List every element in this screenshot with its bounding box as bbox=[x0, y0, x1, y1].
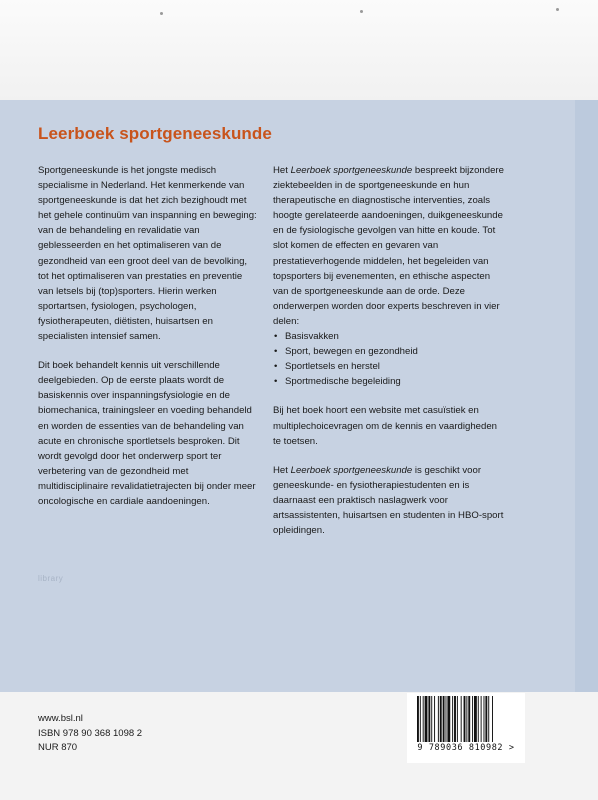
right-column bbox=[273, 163, 505, 552]
book-title-italic: Leerboek sportgeneeskunde bbox=[290, 165, 413, 176]
isbn-number: ISBN 978 90 368 1098 2 bbox=[38, 727, 143, 739]
parts-list bbox=[273, 329, 505, 389]
barcode-bar bbox=[472, 696, 473, 742]
right-paragraph-3 bbox=[273, 463, 505, 538]
left-column bbox=[38, 163, 260, 523]
right-paragraph-1 bbox=[273, 163, 505, 329]
p3-lead-text: Het bbox=[273, 464, 291, 476]
nur-code: NUR 870 bbox=[38, 742, 78, 753]
list-item: • Basisvakken bbox=[273, 329, 505, 344]
list-item: • Sportmedische begeleiding bbox=[273, 374, 505, 389]
p1-lead-text: Het bbox=[273, 165, 291, 176]
publisher-website: www.bsl.nl bbox=[38, 713, 83, 724]
barcode-bar bbox=[485, 696, 487, 742]
panel-edge-strip bbox=[575, 100, 598, 692]
barcode-bar bbox=[438, 696, 439, 742]
publication-info bbox=[38, 712, 142, 756]
barcode-bar bbox=[492, 696, 493, 742]
barcode-bar bbox=[447, 696, 450, 742]
barcode-digits: 9 789036 810982 > bbox=[417, 743, 515, 753]
book-title: Leerboek sportgeneeskunde bbox=[38, 124, 272, 143]
barcode-bar bbox=[474, 696, 477, 742]
barcode-bar bbox=[420, 696, 421, 742]
barcode-bar bbox=[431, 696, 432, 742]
barcode-bar bbox=[457, 696, 458, 742]
right-paragraph-2: Bij het boek hoort een website met casuïstiek en multiplechoicevragen om de kennis en vaardigheden te toetsen. bbox=[273, 405, 497, 447]
p3-rest-text: is geschikt voor geneeskunde- en fysiotherapiestudenten en is daarnaast een praktisch naslagwerk voor artsassistenten, huisartsen en studenten in HBO-sport opleidingen. bbox=[273, 464, 504, 537]
barcode bbox=[407, 693, 525, 763]
barcode-bar bbox=[425, 696, 428, 742]
left-paragraph-2: Dit boek behandelt kennis uit verschillende deelgebieden. Op de eerste plaats wordt de basiskennis over inspanningsfysiologie en de biomechanica, trainingsleer en voeding behandeld en worden de essenties van de behandeling van acute en chronische sportletsels besproken. Dit wordt gevolgd door het onderwerp sport ter verbetering van de gezondheid met multidisciplinaire revalidatietrajecten bij onder meer oncologische en cardiale aandoeningen. bbox=[38, 360, 256, 507]
barcode-bar bbox=[417, 696, 419, 742]
book-title-italic: Leerboek sportgeneeskunde bbox=[290, 464, 413, 476]
barcode-bar bbox=[484, 696, 485, 742]
barcode-bar bbox=[468, 696, 470, 742]
barcode-bars bbox=[415, 696, 517, 742]
library-watermark: library bbox=[38, 574, 64, 583]
dust-speck bbox=[360, 10, 363, 13]
barcode-bar bbox=[461, 696, 462, 742]
barcode-bar bbox=[454, 696, 456, 742]
top-band bbox=[0, 0, 598, 100]
barcode-bar bbox=[446, 696, 447, 742]
barcode-bar bbox=[466, 696, 467, 742]
barcode-bar bbox=[481, 696, 482, 742]
list-item: • Sport, bewegen en gezondheid bbox=[273, 344, 505, 359]
barcode-bar bbox=[423, 696, 424, 742]
barcode-bar bbox=[428, 696, 430, 742]
p1-rest-text: bespreekt bijzondere ziektebeelden in de sportgeneeskunde en hun therapeutische en diagnostische interventies, zoals hoogte gerelateerde aandoeningen, duikgeneeskunde en de fysiologische gevolgen van hitte en koude. Tot slot komen de effecten en gevaren van prestatieverhogende middelen, het begeleiden van topsporters bij evenementen, en ethische aspecten van de sportgeneeskunde aan de orde. Deze onderwerpen worden door experts beschreven in vier delen: bbox=[273, 165, 504, 327]
dust-speck bbox=[160, 12, 163, 15]
barcode-bar bbox=[443, 696, 445, 742]
barcode-bar bbox=[478, 696, 479, 742]
left-paragraph-1: Sportgeneeskunde is het jongste medisch specialisme in Nederland. Het kenmerkende van sportgeneeskunde is dat het zich bezighoudt met het gehele continuüm van inspanning en beweging: van de behandeling en revalidatie van geblesseerden en het optimaliseren van de gezondheid van een groot deel van de bevolking, tot het optimaliseren van prestaties en preventie van letsels bij (top)sporters. Hierin werken sportartsen, fysiologen, psychologen, fysiotherapeuten, diëtisten, huisartsen en specialisten intensief samen. bbox=[38, 165, 257, 343]
barcode-bar bbox=[440, 696, 442, 742]
list-item: • Sportletsels en herstel bbox=[273, 359, 505, 374]
dust-speck bbox=[556, 8, 559, 11]
barcode-bar bbox=[452, 696, 453, 742]
barcode-bar bbox=[464, 696, 466, 742]
barcode-bar bbox=[434, 696, 435, 742]
barcode-bar bbox=[488, 696, 489, 742]
